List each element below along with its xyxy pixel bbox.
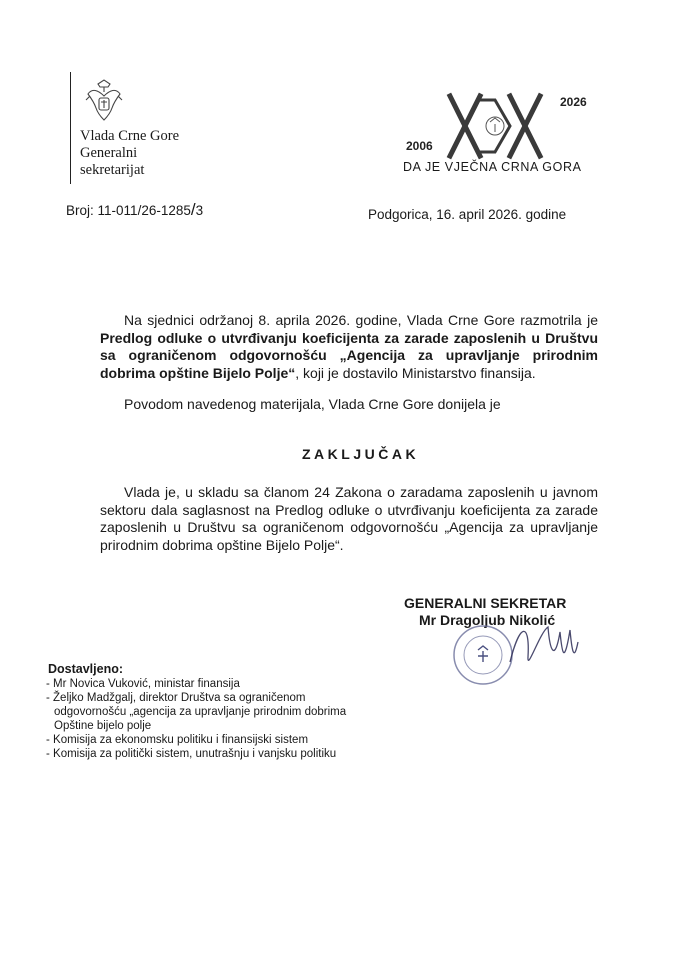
p1-bold-title: Predlog odluke o utvrđivanju koeficijenta za zarade zaposlenih u Društvu sa ograničenom odgovornošću „Agencija za upravljanje prirodnim dobrima opštine Bijelo Polje“ [100,329,598,381]
broj-suffix: 3 [195,203,204,218]
signatory-name: Mr Dragoljub Nikolić [419,612,556,628]
handwritten-signature [500,612,590,682]
header-divider [70,72,71,184]
recipient-item: Opštine bijelo polje [54,720,152,732]
conclusion-heading: ZAKLJUČAK [302,446,420,462]
broj-label: Broj: [66,203,94,218]
recipient-item: - Komisija za ekonomsku politiku i finansijski sistem [46,734,309,746]
header-block [80,128,179,179]
recipients-title: Dostavljeno: [48,662,124,676]
paragraph-3 [100,484,598,554]
p2-text: Povodom navedenog materijala, Vlada Crne Gore donijela je [124,396,501,412]
document-number: Broj: 11-011/26-1285/3 [66,200,204,219]
document-date: Podgorica, 16. april 2026. godine [368,207,567,222]
recipient-item: - Željko Madžgalj, direktor Društva sa ograničenom [46,692,306,704]
p1-intro: Na sjednici održanoj 8. aprila 2026. godine, Vlada Crne Gore razmotrila je [124,312,598,328]
coat-of-arms-icon [84,78,124,124]
recipient-item: odgovornošću „agencija za upravljanje prirodnim dobrima [54,706,347,718]
recipient-item: - Komisija za politički sistem, unutrašnju i vanjsku politiku [46,748,337,760]
paragraph-2 [100,396,598,414]
logo-tagline: DA JE VJEČNA CRNA GORA [403,160,582,174]
paragraph-1 [100,312,598,382]
recipient-item: - Mr Novica Vuković, ministar finansija [46,678,240,690]
logo-year-right: 2026 [560,95,587,109]
signatory-title: GENERALNI SEKRETAR [404,595,567,611]
p1-tail: , koji je dostavilo Ministarstvo finansija. [295,364,536,381]
broj-number: 11-011/26-1285 [97,203,191,218]
government-name: Vlada Crne Gore [80,128,180,144]
p3-text: Vlada je, u skladu sa članom 24 Zakona o zaradama zaposlenih u javnom sektoru dala saglasnost na Predlog odluke o utvrđivanju koeficijenta za zarade zaposlenih u Društvu sa ograničenom odgovornošću „Agencija za upravljanje prirodnim dobrima opštine Bijelo Polje“. [100,484,598,553]
office-line-1: Generalni [80,145,138,161]
recipients-list [46,677,346,761]
office-line-2: sekretarijat [80,162,145,178]
logo-year-left: 2006 [406,139,433,153]
